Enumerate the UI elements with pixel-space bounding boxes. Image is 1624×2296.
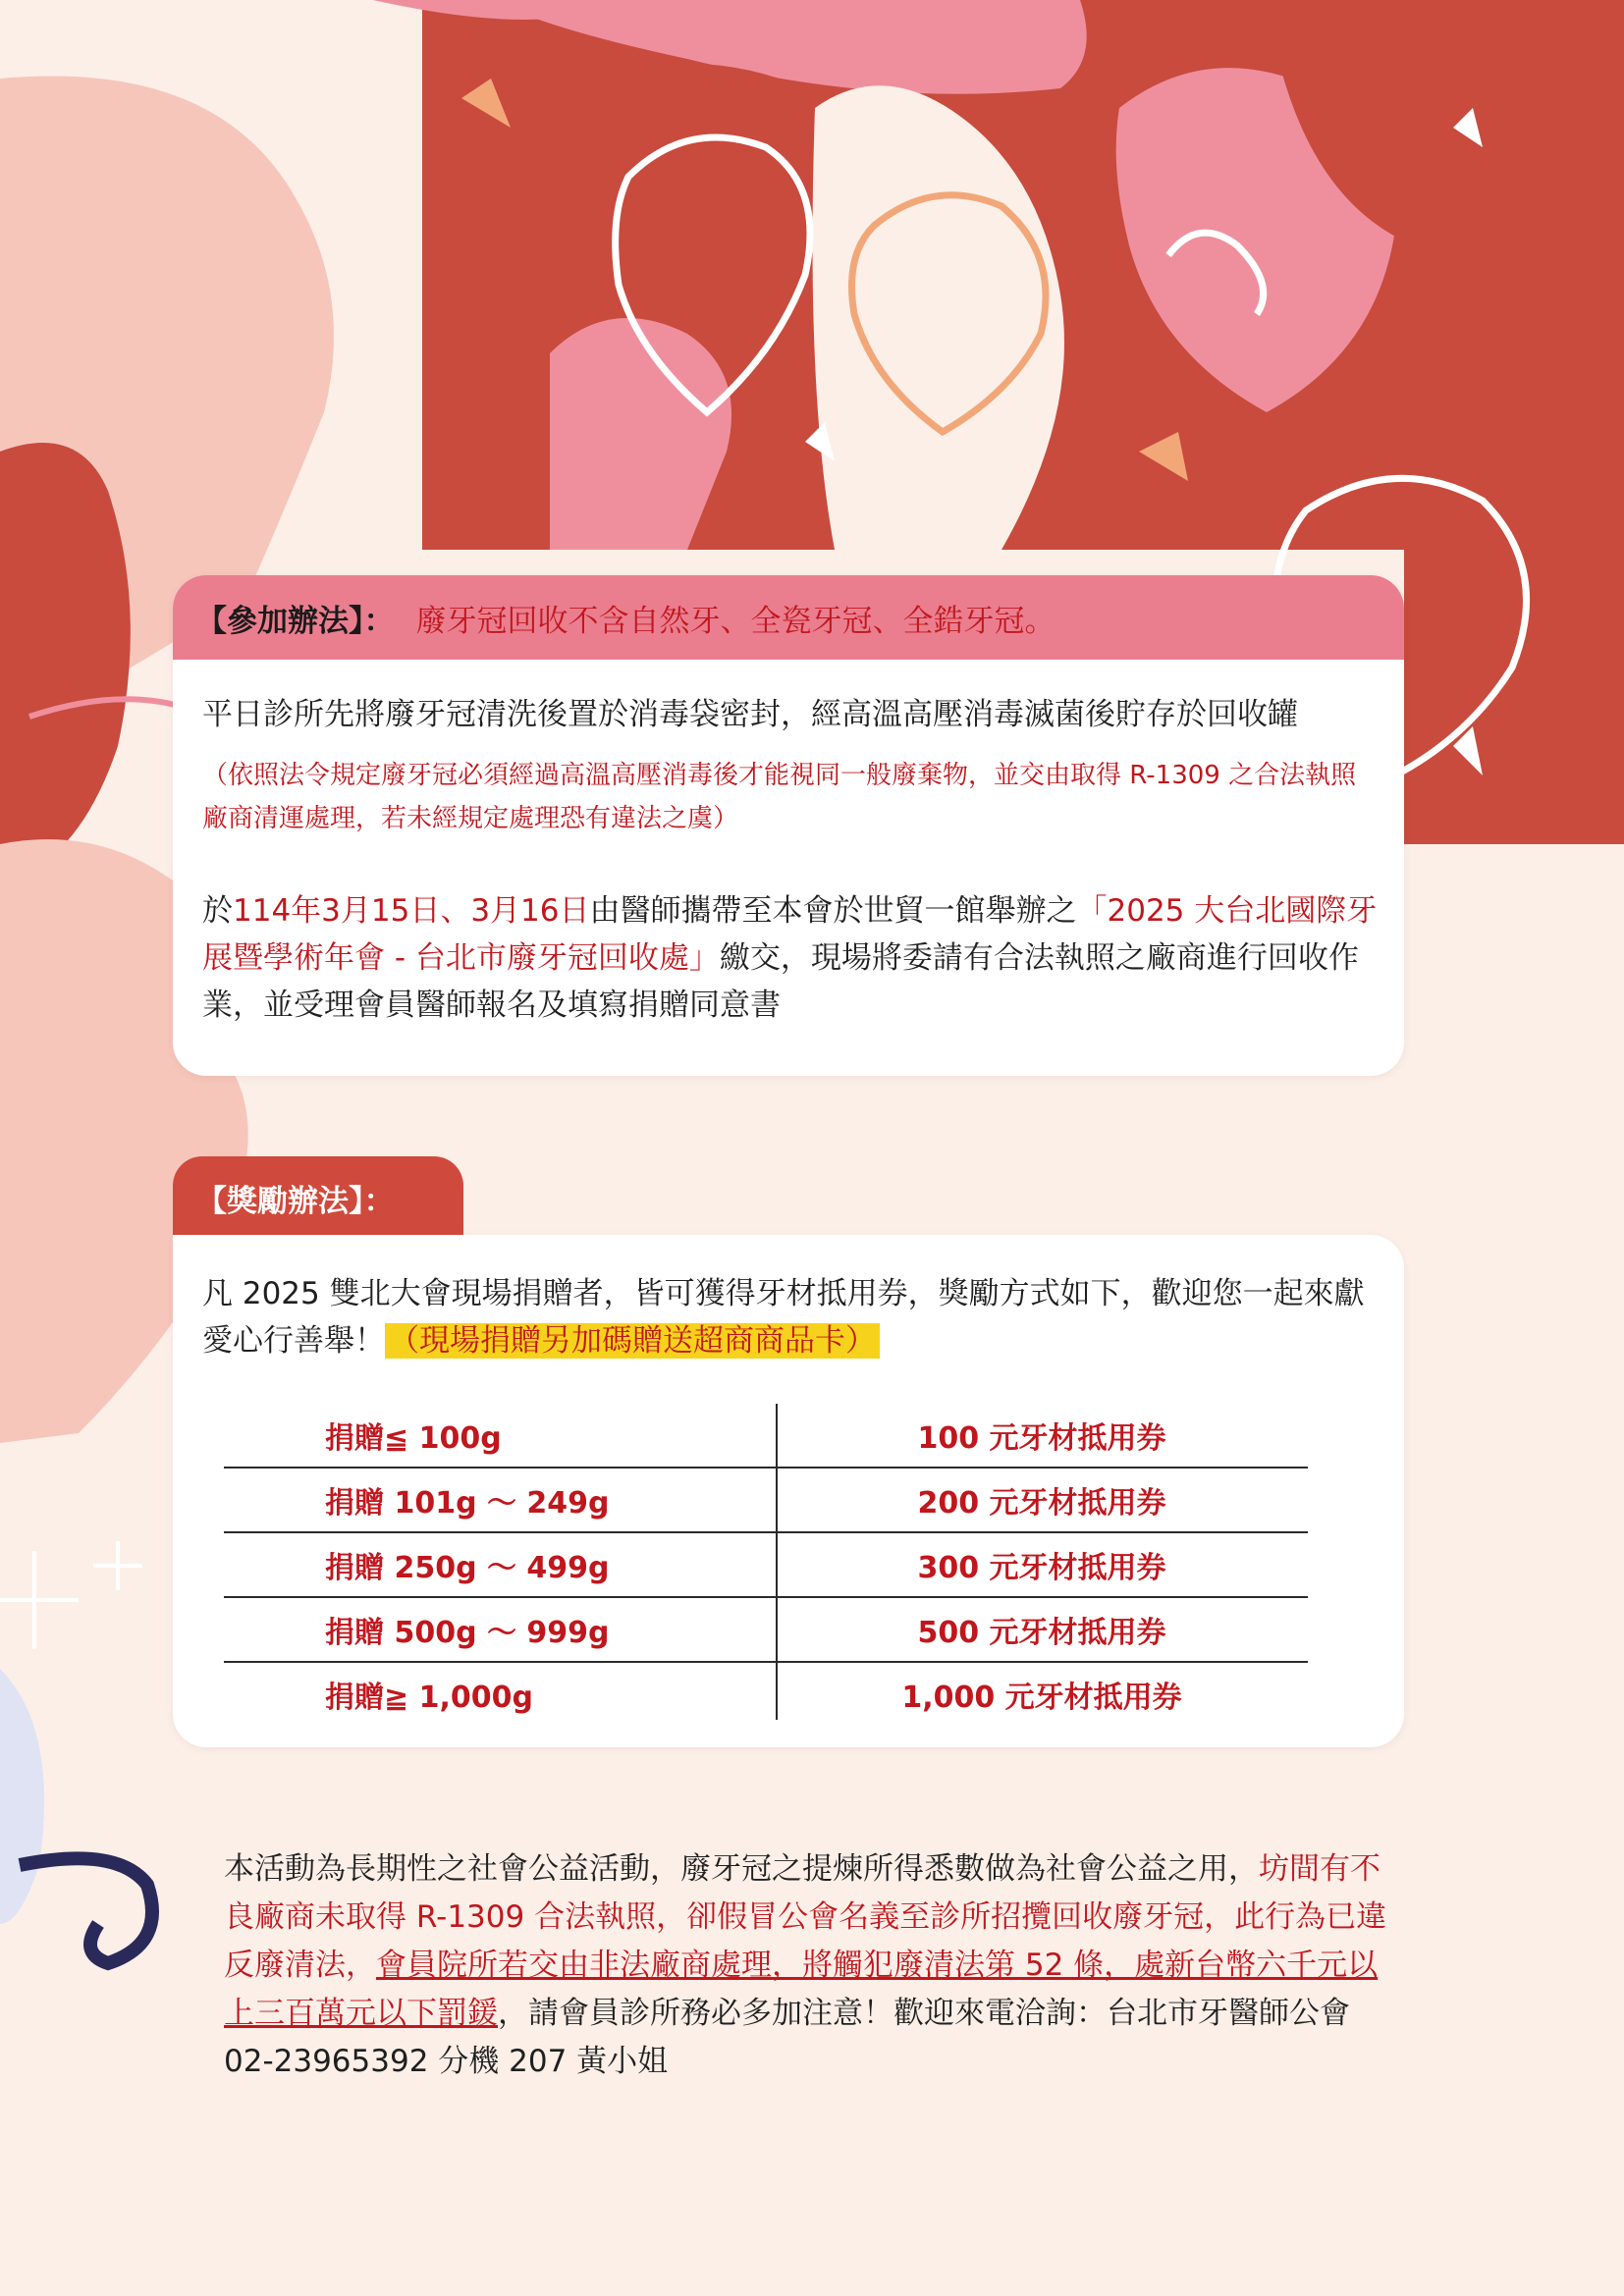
footer-part1: 本活動為長期性之社會公益活動，廢牙冠之提煉所得悉數做為社會公益之用， (224, 1851, 1259, 1887)
donation-cell: 捐贈≧ 1,000g (325, 1681, 533, 1715)
participation-card (173, 575, 1404, 1076)
voucher-cell: 500 元牙材抵用券 (917, 1616, 1166, 1650)
para2-tail: 繳交，現場將委請有合法執照之廠商進行回收作業，並受理會員醫師報名及填寫捐贈同意書 (202, 940, 1359, 1023)
participation-header (173, 575, 1404, 660)
voucher-cell: 200 元牙材抵用券 (917, 1486, 1166, 1521)
reward-tab (173, 1156, 463, 1239)
reward-label: 【獎勵辦法】： (196, 1183, 395, 1219)
para2-lead: 於 (202, 893, 233, 929)
voucher-cell: 300 元牙材抵用券 (917, 1551, 1166, 1585)
para2-mid: 由醫師攜帶至本會於世貿一館舉辦之 (589, 893, 1077, 929)
table-row (224, 1404, 1308, 1468)
table-row (224, 1598, 1308, 1663)
participation-legal-note: （依照法令規定廢牙冠必須經過高溫高壓消毒後才能視同一般廢棄物，並交由取得 R-1309 之合法執照廠商清運處理，若未經規定處理恐有違法之虞） (202, 761, 1357, 833)
donation-cell: 捐贈 500g ～ 999g (325, 1616, 610, 1650)
participation-exclusion-note: 廢牙冠回收不含自然牙、全瓷牙冠、全鋯牙冠。 (415, 603, 1056, 639)
voucher-cell: 1,000 元牙材抵用券 (901, 1681, 1182, 1715)
reward-card (173, 1235, 1404, 1747)
donation-cell: 捐贈 250g ～ 499g (325, 1551, 610, 1585)
footer-penalty: 會員院所若交由非法廠商處理，將觸犯廢清法第 52 條，處新台幣六千元以上三百萬元以下罰鍰 (224, 1948, 1379, 2031)
reward-table (224, 1404, 1308, 1726)
participation-para2 (202, 887, 1380, 1029)
table-row (224, 1468, 1308, 1533)
footer-contact: ，請會員診所務必多加注意！歡迎來電洽詢：台北市牙醫師公會 02-23965392 分機 207 黃小姐 (224, 1996, 1350, 2079)
donation-cell: 捐贈≦ 100g (325, 1421, 502, 1456)
voucher-cell: 100 元牙材抵用券 (917, 1421, 1166, 1456)
footer-notice (224, 1845, 1402, 2086)
participation-label: 【參加辦法】： (196, 603, 395, 639)
participation-para1: 平日診所先將廢牙冠清洗後置於消毒袋密封，經高溫高壓消毒滅菌後貯存於回收罐 (202, 697, 1298, 732)
table-row (224, 1663, 1308, 1726)
para2-dates: 114年3月15日、3月16日 (233, 893, 590, 929)
donation-cell: 捐贈 101g ～ 249g (325, 1486, 610, 1521)
reward-intro (202, 1270, 1380, 1364)
reward-bonus-highlight: （現場捐贈另加碼贈送超商商品卡） (385, 1323, 880, 1359)
para2-event: 「2025 大台北國際牙展暨學術年會 - 台北市廢牙冠回收處」 (202, 893, 1378, 976)
reward-intro-text: 凡 2025 雙北大會現場捐贈者，皆可獲得牙材抵用券，獎勵方式如下，歡迎您一起來獻愛心行善舉！ (202, 1276, 1365, 1359)
table-row (224, 1533, 1308, 1598)
footer-warning: 坊間有不良廠商未取得 R-1309 合法執照，卻假冒公會名義至診所招攬回收廢牙冠，此行為已違反廢清法， (224, 1851, 1387, 1983)
